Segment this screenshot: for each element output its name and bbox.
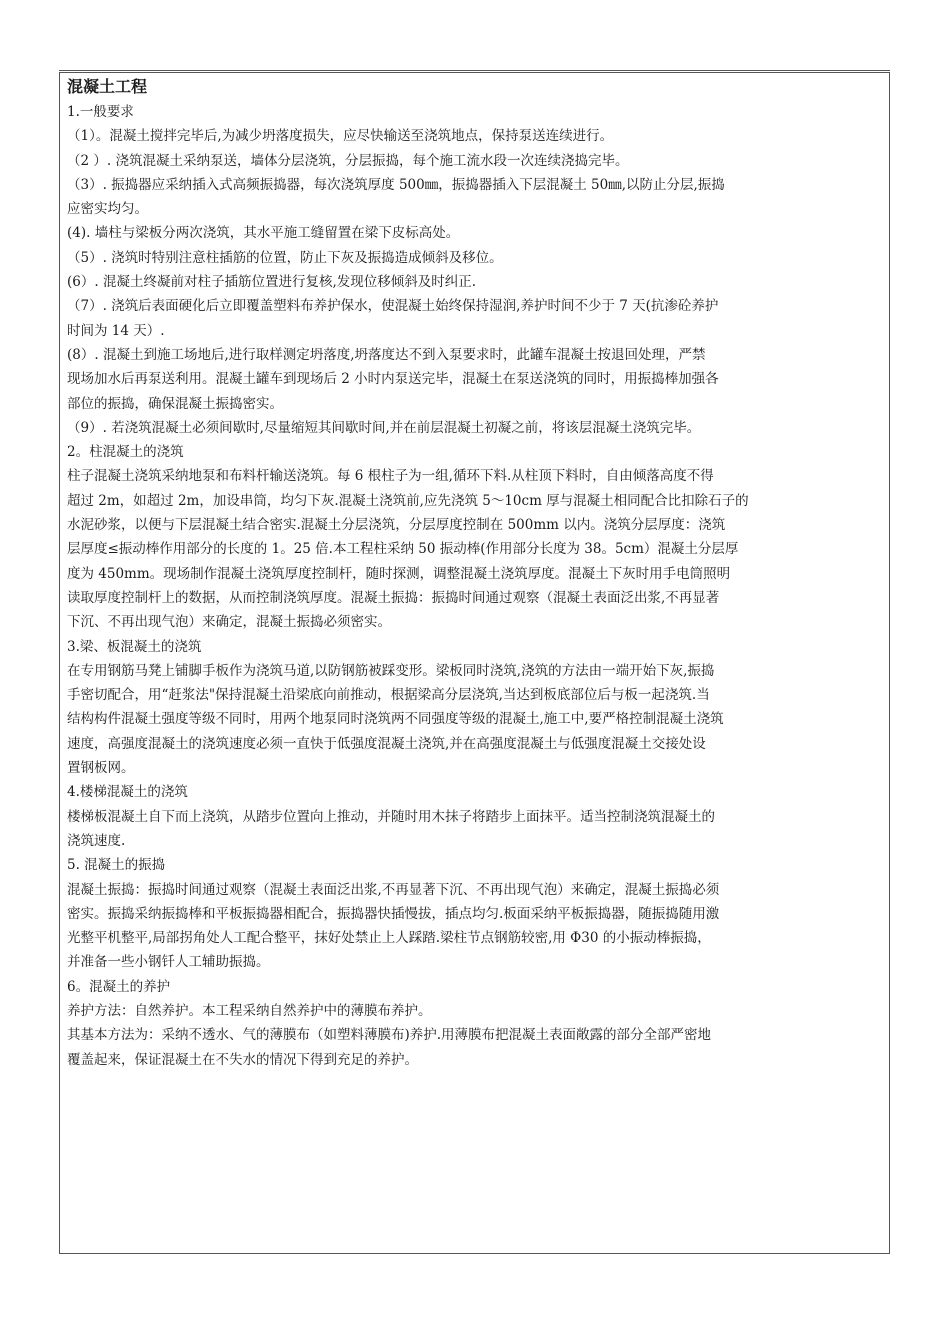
- text-line: 密实。振捣采纳振捣棒和平板振捣器相配合，振捣器快插慢拔，插点均匀.板面采纳平板振捣器，随振捣随用激: [67, 905, 720, 922]
- section-heading: 1.一般要求: [67, 104, 134, 120]
- text-line: 混凝土振捣：振捣时间通过观察（混凝土表面泛出浆,不再显著下沉、不再出现气泡）来确定，混凝土振捣必须: [67, 881, 720, 898]
- text-line: （2 ）. 浇筑混凝土采纳泵送，墙体分层浇筑，分层振捣，每个施工流水段一次连续浇捣完毕。: [67, 152, 629, 169]
- text-line: 覆盖起来，保证混凝土在不失水的情况下得到充足的养护。: [67, 1051, 418, 1068]
- text-line: 并准备一些小钢钎人工辅助振捣。: [67, 954, 270, 971]
- text-line: 楼梯板混凝土自下而上浇筑，从踏步位置向上推动，并随时用木抹子将踏步上面抹平。适当控制浇筑混凝土的: [67, 808, 715, 825]
- text-line: 读取厚度控制杆上的数据，从而控制浇筑厚度。混凝土振捣：振捣时间通过观察（混凝土表面泛出浆,不再显著: [67, 589, 720, 606]
- text-line: （5）. 浇筑时特别注意柱插筋的位置，防止下灰及振捣造成倾斜及移位。: [67, 249, 503, 266]
- text-line: 置钢板网。: [67, 760, 135, 777]
- text-line: 层厚度≤振动棒作用部分的长度的 1。25 倍.本工程柱采纳 50 振动棒(作用部分长度为 38。5cm）混凝土分层厚: [67, 541, 739, 558]
- text-line: 应密实均匀。: [67, 201, 148, 218]
- text-line: 柱子混凝土浇筑采纳地泵和布料杆输送浇筑。每 6 根柱子为一组,循环下料.从柱顶下料时，自由倾落高度不得: [67, 468, 714, 485]
- text-line: （3）. 振捣器应采纳插入式高频振捣器，每次浇筑厚度 500㎜，振捣器插入下层混凝土 50㎜,以防止分层,振捣: [67, 176, 725, 193]
- document-title: 混凝土工程: [67, 77, 148, 96]
- section-heading: 3.梁、板混凝土的浇筑: [67, 638, 202, 655]
- text-line: 速度，高强度混凝土的浇筑速度必须一直快于低强度混凝土浇筑,并在高强度混凝土与低强度混凝土交接处设: [67, 735, 706, 752]
- text-line: 现场加水后再泵送利用。混凝土罐车到现场后 2 小时内泵送完毕，混凝土在泵送浇筑的同时，用振捣棒加强各: [67, 371, 719, 388]
- table-top-rule: [59, 70, 890, 71]
- text-line: 部位的振捣，确保混凝土振捣密实。: [67, 395, 283, 412]
- section-heading: 5. 混凝土的振捣: [67, 857, 166, 874]
- text-line: 时间为 14 天）.: [67, 322, 165, 339]
- section-heading: 4.楼梯混凝土的浇筑: [67, 784, 188, 801]
- section-heading: 6。混凝土的养护: [67, 978, 171, 995]
- text-line: (6）. 混凝土终凝前对柱子插筋位置进行复核,发现位移倾斜及时纠正.: [67, 274, 477, 291]
- section-heading: 2。柱混凝土的浇筑: [67, 444, 184, 461]
- text-line: 其基本方法为：采纳不透水、气的薄膜布（如塑料薄膜布)养护.用薄膜布把混凝土表面敞露的部分全部严密地: [67, 1027, 712, 1044]
- document-content: [67, 74, 885, 1072]
- text-line: 超过 2m，如超过 2m，加设串筒，均匀下灰.混凝土浇筑前,应先浇筑 5～10cm 厚与混凝土相同配合比扣除石子的: [67, 492, 749, 509]
- document-body: [67, 100, 885, 1072]
- text-line: (4). 墙柱与梁板分两次浇筑，其水平施工缝留置在梁下皮标高处。: [67, 225, 460, 242]
- text-line: （1）。混凝土搅拌完毕后,为减少坍落度损失，应尽快输送至浇筑地点，保持泵送连续进行。: [67, 128, 614, 145]
- text-line: 度为 450mm。现场制作混凝土浇筑厚度控制杆，随时探测，调整混凝土浇筑厚度。混凝土下灰时用手电筒照明: [67, 565, 731, 582]
- text-line: 光整平机整平,局部拐角处人工配合整平，抹好处禁止上人踩踏.梁柱节点钢筋较密,用 Φ30 的小振动棒振捣，: [67, 930, 711, 947]
- text-line: 水泥砂浆，以便与下层混凝土结合密实.混凝土分层浇筑，分层厚度控制在 500mm 以内。浇筑分层厚度：浇筑: [67, 517, 726, 534]
- text-line: 养护方法：自然养护。本工程采纳自然养护中的薄膜布养护。: [67, 1002, 432, 1019]
- text-line: 在专用钢筋马凳上铺脚手板作为浇筑马道,以防钢筋被踩变形。梁板同时浇筑,浇筑的方法由一端开始下灰,振捣: [67, 662, 715, 679]
- text-line: 浇筑速度.: [67, 832, 126, 849]
- text-line: （7）. 浇筑后表面硬化后立即覆盖塑料布养护保水，使混凝土始终保持湿润,养护时间不少于 7 天(抗渗砼养护: [67, 298, 719, 315]
- text-line: 结构构件混凝土强度等级不同时，用两个地泵同时浇筑两不同强度等级的混凝土,施工中,要严格控制混凝土浇筑: [67, 711, 724, 728]
- text-line: 手密切配合，用“赶浆法"保持混凝土沿梁底向前推动，根据梁高分层浇筑,当达到板底部位后与板一起浇筑.当: [67, 687, 710, 704]
- text-line: 下沉、不再出现气泡）来确定，混凝土振捣必须密实。: [67, 614, 391, 631]
- text-line: （9）. 若浇筑混凝土必须间歇时,尽量缩短其间歇时间,并在前层混凝土初凝之前，将该层混凝土浇筑完毕。: [67, 419, 701, 436]
- text-line: (8）. 混凝土到施工场地后,进行取样测定坍落度,坍落度达不到入泵要求时，此罐车混凝土按退回处理，严禁: [67, 346, 706, 363]
